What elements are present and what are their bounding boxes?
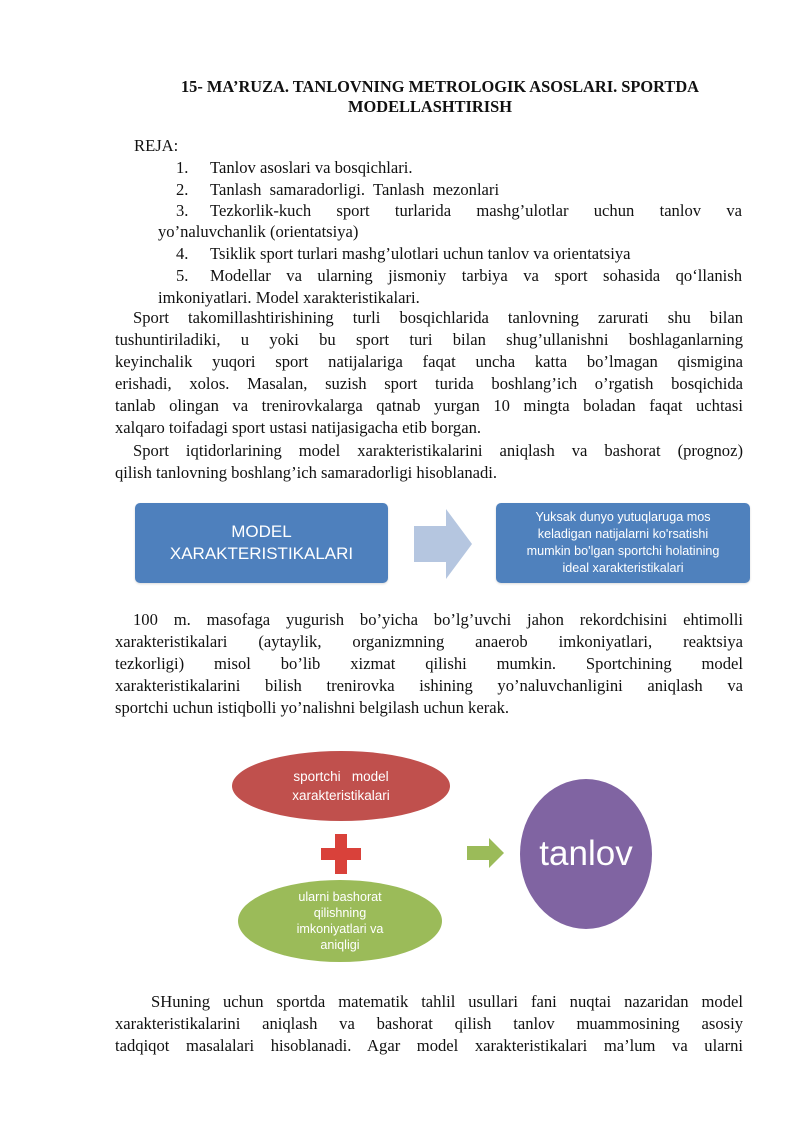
arrow-right-icon (467, 838, 505, 868)
plan-item-3-continued: yo’naluvchanlik (orientatsiya) (158, 222, 359, 241)
ellipse-line: ularni bashorat (298, 890, 382, 904)
box-line: mumkin bo'lgan sportchi holatining (526, 544, 720, 558)
paragraph-line: tanlab olingan va trenirovkalarga qatnab yurgan 10 mingta boladan faqat uchtasi (115, 396, 743, 415)
box-line: ideal xarakteristikalari (562, 561, 684, 575)
paragraph-line: xarakteristikalarini aniqlash va bashorat qilish tanlov muammosining asosiy (115, 1014, 743, 1033)
ideal-characteristics-box (496, 503, 750, 583)
paragraph-line: tushuntiriladiki, u yoki bu sport turi bilan shug’ullanishni boshlaganlarning (115, 330, 743, 349)
ellipse-line: sportchi model (293, 769, 389, 784)
plus-icon (321, 834, 361, 874)
box-line: keladigan natijalarni ko'rsatishi (537, 527, 709, 541)
page-title (115, 77, 745, 117)
paragraph-line: xarakteristikalarini bilish trenirovka ishining yo’naluvchanligini aniqlash va (115, 676, 743, 695)
plan-item-text: Tezkorlik-kuch sport turlarida mashg’ulotlar uchun tanlov va (210, 201, 742, 220)
plan-item-number: 5. (176, 266, 189, 285)
paragraph-line: tezkorligi) misol bo’lib xizmat qilishi mumkin. Sportchining model (115, 654, 743, 673)
plan-item-text: Modellar va ularning jismoniy tarbiya va sport sohasida qo‘llanish (210, 266, 742, 285)
plan-item-number: 4. (176, 244, 189, 263)
paragraph-4 (115, 992, 743, 1056)
paragraph-line: qilish tanlovning boshlang’ich samaradorligi hisoblanadi. (115, 463, 498, 482)
ellipse-line: aniqligi (320, 938, 360, 952)
plan-item-text: Tsiklik sport turlari mashg’ulotlari uchun tanlov va orientatsiya (210, 244, 631, 263)
title-line-2: MODELLASHTIRISH (348, 97, 512, 116)
paragraph-3 (115, 610, 743, 718)
paragraph-line: xalqaro toifadagi sport ustasi natijasigacha etib borgan. (115, 418, 482, 437)
plan-item-number: 3. (176, 201, 189, 220)
paragraph-2 (115, 441, 743, 483)
paragraph-line: keyinchalik yuqori sport natijalariga faqat uncha katta bo’lmagan qismigina (115, 352, 743, 371)
box-line: Yuksak dunyo yutuqlaruga mos (535, 510, 711, 524)
paragraph-line: Sport iqtidorlarining model xarakteristikalarini aniqlash va bashorat (prognoz) (133, 441, 743, 460)
plan-item-3 (176, 201, 742, 221)
box-line: MODEL (231, 522, 292, 541)
box-line: XARAKTERISTIKALARI (169, 544, 354, 563)
ellipse-line: imkoniyatlari va (296, 922, 384, 936)
ellipse-line: qilishning (313, 906, 367, 920)
plan-heading: REJA: (134, 136, 179, 155)
arrow-right-icon (414, 509, 474, 579)
athlete-model-ellipse (232, 751, 450, 821)
paragraph-1 (115, 308, 743, 438)
paragraph-line: sportchi uchun istiqbolli yo’nalishni belgilash uchun kerak. (115, 698, 510, 717)
plan-item-number: 1. (176, 158, 189, 177)
paragraph-line: tadqiqot masalalari hisoblanadi. Agar model xarakteristikalari ma’lum va ularni (115, 1036, 743, 1055)
plan-item-5 (176, 266, 742, 286)
paragraph-line: SHuning uchun sportda matematik tahlil usullari fani nuqtai nazaridan model (151, 992, 743, 1011)
paragraph-line: 100 m. masofaga yugurish bo’yicha bo’lg’uvchi jahon rekordchisini ehtimolli (133, 610, 743, 629)
selection-circle: tanlov (520, 779, 652, 929)
paragraph-line: xarakteristikalari (aytaylik, organizmning anaerob imkoniyatlari, reaktsiya (115, 632, 743, 651)
plan-item-number: 2. (176, 180, 189, 199)
model-characteristics-box (135, 503, 388, 583)
plan-item-5-continued: imkoniyatlari. Model xarakteristikalari. (158, 288, 420, 307)
paragraph-line: Sport takomillashtirishining turli bosqichlarida tanlovning zarurati shu bilan (133, 308, 743, 327)
paragraph-line: erishadi, xolos. Masalan, suzish sport turida boshlang’ich o’rgatish bosqichida (115, 374, 743, 393)
title-line-1: 15- MA’RUZA. TANLOVNING METROLOGIK ASOSLARI. SPORTDA (180, 77, 700, 96)
forecast-ellipse (238, 880, 442, 962)
ellipse-line: xarakteristikalari (292, 788, 390, 803)
plan-item-text: Tanlash samaradorligi. Tanlash mezonlari (210, 180, 500, 199)
plan-item-text: Tanlov asoslari va bosqichlari. (210, 158, 413, 177)
